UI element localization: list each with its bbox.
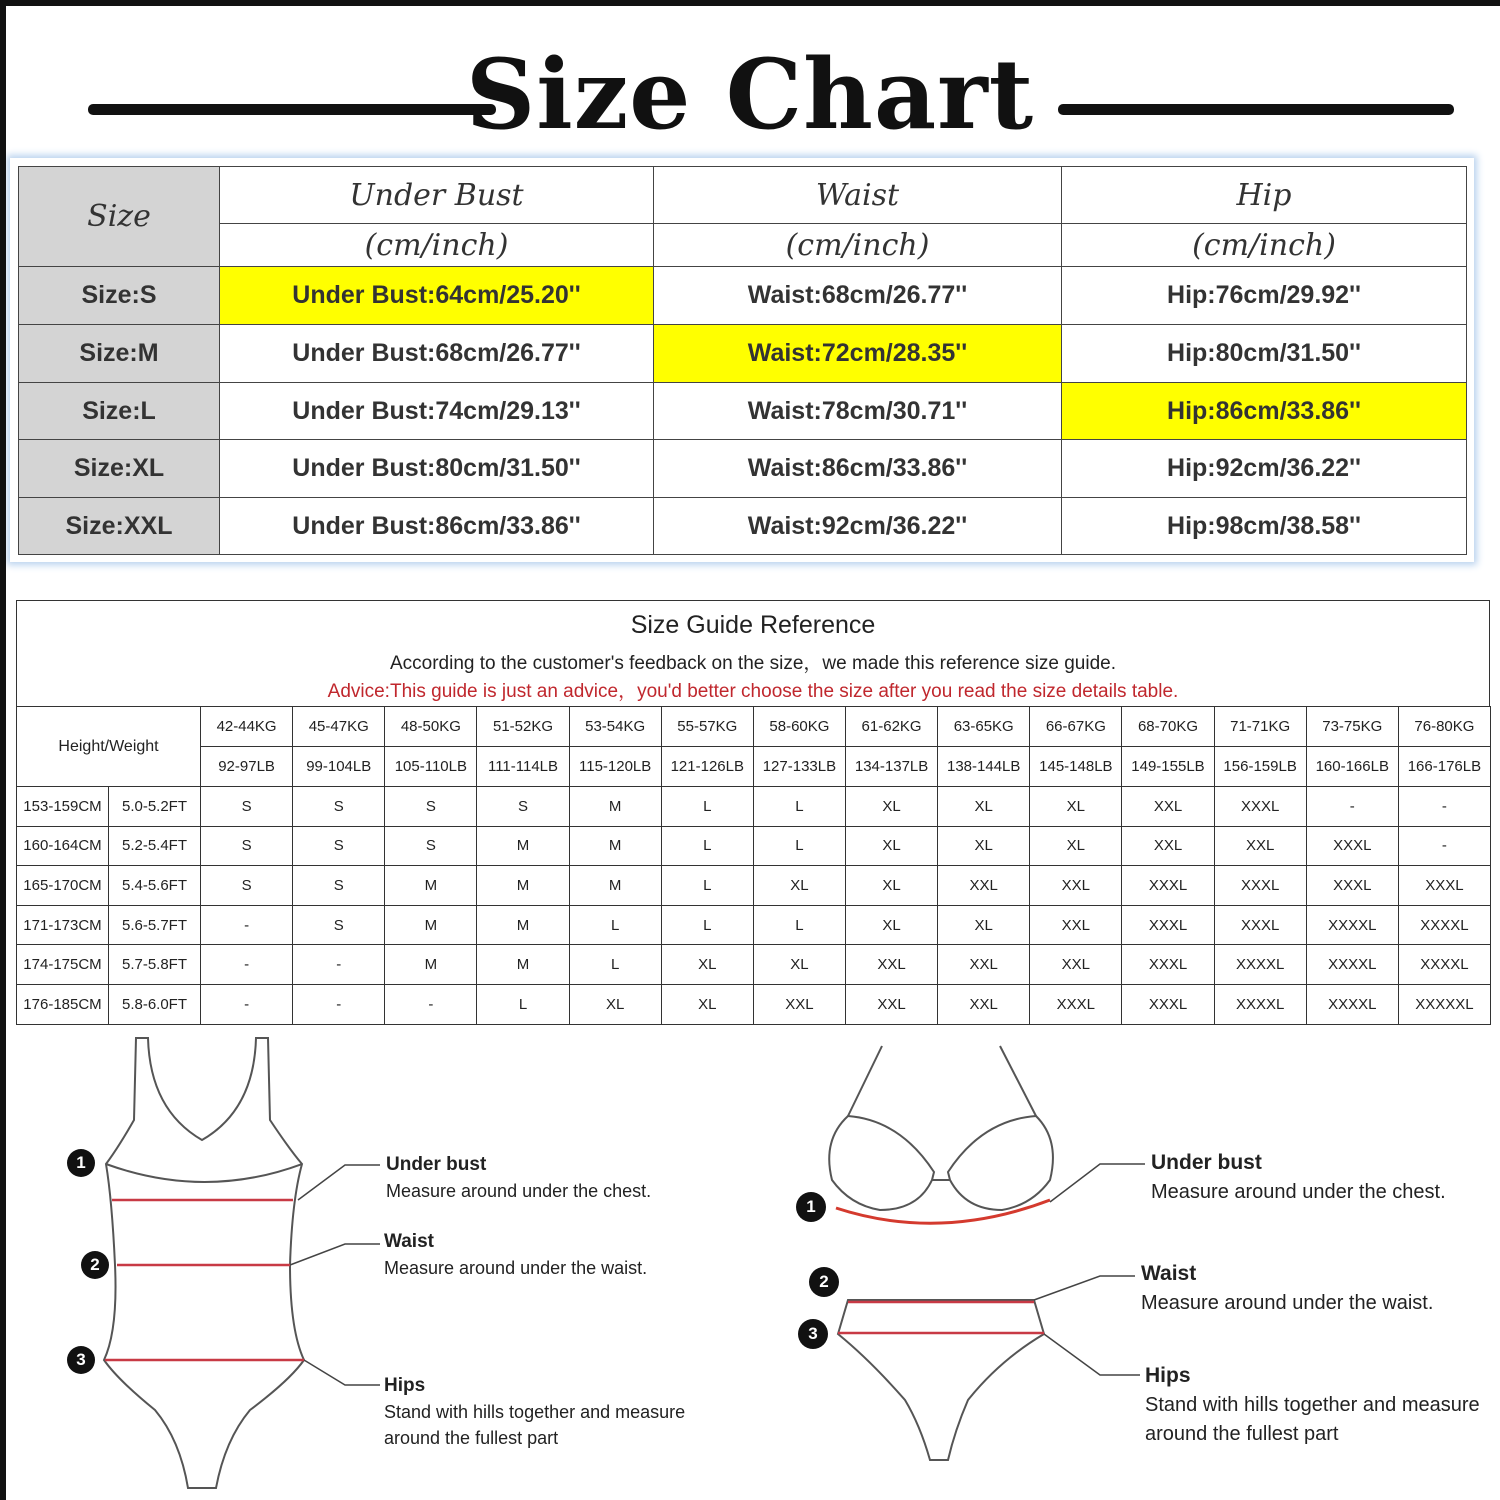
size-cell: XXL [1122,787,1214,827]
badge-2-swimsuit: 2 [81,1251,109,1279]
label-desc: Measure around under the waist. [384,1258,648,1278]
guide-corner-label: Height/Weight [17,707,201,787]
size-cell: M [477,945,569,985]
weight-kg-header: 71-71KG [1214,707,1306,747]
weight-lb-header: 166-176LB [1398,747,1490,787]
weight-kg-header: 45-47KG [293,707,385,747]
label-desc: Stand with hills together and measure [384,1402,686,1422]
weight-kg-header: 73-75KG [1306,707,1398,747]
height-ft: 5.6-5.7FT [109,905,201,945]
weight-lb-header: 160-166LB [1306,747,1398,787]
size-cell: XXL [1214,826,1306,866]
size-cell: XL [938,826,1030,866]
size-cell: XL [938,905,1030,945]
cell-hip: Hip:98cm/38.58'' [1062,498,1467,555]
cell-hip: Hip:76cm/29.92'' [1062,267,1467,325]
weight-lb-header: 127-133LB [753,747,845,787]
size-cell: L [661,787,753,827]
size-cell: M [569,826,661,866]
size-cell: XXL [753,984,845,1024]
size-cell: XL [846,866,938,906]
size-cell: L [477,984,569,1024]
size-cell: XXXXL [1306,984,1398,1024]
size-cell: XXXL [1122,984,1214,1024]
size-cell: M [477,866,569,906]
size-cell: XXL [938,866,1030,906]
size-cell: S [293,866,385,906]
bikini-top-outline [829,1046,1053,1210]
size-cell: - [385,984,477,1024]
size-cell: XXL [1122,826,1214,866]
cell-hip: Hip:80cm/31.50'' [1062,325,1467,383]
guide-title: Size Guide Reference [630,611,876,639]
row-size: Size:S [19,267,220,325]
size-cell: M [569,787,661,827]
weight-lb-header: 121-126LB [661,747,753,787]
size-cell: XXL [1030,945,1122,985]
size-cell: S [201,866,293,906]
label-title: Waist [384,1231,434,1252]
badge-3-bikini: 3 [798,1319,828,1349]
size-cell: XL [846,787,938,827]
bikini-waist-label [1141,1262,1433,1320]
badge-2-bikini: 2 [809,1267,839,1297]
col-header-hip: Hip [1062,167,1467,224]
page-title: Size Chart [465,38,1035,151]
size-cell: XXXL [1122,905,1214,945]
cell-under-bust: Under Bust:68cm/26.77'' [220,325,654,383]
size-cell: XL [1030,826,1122,866]
swimsuit-leader-lines [290,1165,380,1385]
row-size: Size:XL [19,440,220,498]
weight-lb-header: 99-104LB [293,747,385,787]
weight-kg-header: 53-54KG [569,707,661,747]
weight-kg-header: 48-50KG [385,707,477,747]
size-cell: S [385,826,477,866]
size-cell: L [661,866,753,906]
size-cell: XXL [846,984,938,1024]
size-cell: XXXXL [1306,905,1398,945]
swimsuit-underbust-label [386,1154,651,1206]
label-title: Hips [1145,1364,1191,1387]
size-cell: L [753,787,845,827]
size-cell: XXXL [1306,826,1398,866]
size-cell: M [477,905,569,945]
weight-kg-header: 76-80KG [1398,707,1490,747]
row-size: Size:M [19,325,220,383]
size-cell: L [753,905,845,945]
size-cell: XL [846,826,938,866]
weight-lb-header: 138-144LB [938,747,1030,787]
size-cell: S [201,787,293,827]
weight-lb-header: 105-110LB [385,747,477,787]
size-cell: XXXL [1122,866,1214,906]
height-cm: 153-159CM [17,787,109,827]
size-cell: - [201,905,293,945]
cell-waist: Waist:78cm/30.71'' [654,383,1062,440]
size-cell: XL [938,787,1030,827]
size-cell: L [569,945,661,985]
height-cm: 174-175CM [17,945,109,985]
label-title: Waist [1141,1262,1197,1285]
size-cell: XL [753,945,845,985]
weight-kg-header: 68-70KG [1122,707,1214,747]
size-cell: XXXL [1122,945,1214,985]
size-cell: - [201,984,293,1024]
size-cell: XXXL [1214,905,1306,945]
weight-lb-header: 156-159LB [1214,747,1306,787]
size-cell: XL [569,984,661,1024]
size-cell: XL [661,945,753,985]
size-cell: M [569,866,661,906]
label-desc: Measure around under the chest. [386,1181,652,1201]
cell-hip: Hip:86cm/33.86'' [1062,383,1467,440]
size-cell: - [293,945,385,985]
swimsuit-outline [104,1038,304,1488]
weight-kg-header: 55-57KG [661,707,753,747]
col-header-waist: Waist [654,167,1062,224]
size-cell: XXXXL [1306,945,1398,985]
label-title: Under bust [1151,1151,1262,1174]
height-ft: 5.0-5.2FT [109,787,201,827]
size-cell: XXL [1030,905,1122,945]
height-ft: 5.4-5.6FT [109,866,201,906]
weight-lb-header: 92-97LB [201,747,293,787]
cell-waist: Waist:68cm/26.77'' [654,267,1062,325]
label-desc: around the fullest part [1145,1423,1339,1445]
size-cell: M [385,945,477,985]
size-cell: S [385,787,477,827]
size-cell: XXL [1030,866,1122,906]
label-desc: Measure around under the chest. [1151,1181,1446,1203]
weight-lb-header: 111-114LB [477,747,569,787]
size-cell: XXXL [1398,866,1490,906]
bikini-underbust-label [1151,1151,1446,1209]
row-size: Size:XXL [19,498,220,555]
cell-waist: Waist:92cm/36.22'' [654,498,1062,555]
size-cell: S [293,826,385,866]
weight-kg-header: 66-67KG [1030,707,1122,747]
size-cell: XXXL [1214,866,1306,906]
cell-hip: Hip:92cm/36.22'' [1062,440,1467,498]
weight-kg-header: 42-44KG [201,707,293,747]
size-cell: L [661,826,753,866]
height-ft: 5.2-5.4FT [109,826,201,866]
weight-lb-header: 145-148LB [1030,747,1122,787]
size-cell: S [201,826,293,866]
label-desc: Stand with hills together and measure [1145,1394,1480,1416]
height-ft: 5.8-6.0FT [109,984,201,1024]
badge-1-bikini: 1 [796,1192,826,1222]
size-header: Size [19,167,220,267]
bikini-measure-lines [838,1302,1044,1333]
cell-under-bust: Under Bust:64cm/25.20'' [220,267,654,325]
guide-subtitle: According to the customer's feedback on the size，we made this reference size guide. [389,653,1116,674]
size-cell: - [201,945,293,985]
size-cell: XL [1030,787,1122,827]
size-cell: XXXXL [1214,945,1306,985]
cell-waist: Waist:86cm/33.86'' [654,440,1062,498]
size-cell: XXL [938,945,1030,985]
size-cell: XL [661,984,753,1024]
weight-kg-header: 58-60KG [753,707,845,747]
size-cell: XXXL [1030,984,1122,1024]
row-size: Size:L [19,383,220,440]
bikini-bottom-outline [838,1300,1044,1460]
size-cell: S [293,905,385,945]
bikini-leader-lines [1034,1164,1145,1375]
weight-lb-header: 149-155LB [1122,747,1214,787]
weight-kg-header: 51-52KG [477,707,569,747]
size-cell: XL [846,905,938,945]
swimsuit-hips-label [384,1372,685,1451]
size-cell: M [385,866,477,906]
size-cell: - [1398,787,1490,827]
guide-advice: Advice:This guide is just an advice，you'd better choose the size after you read the size details table. [327,681,1179,702]
badge-3-swimsuit: 3 [67,1346,95,1374]
size-cell: XXXXL [1398,945,1490,985]
height-cm: 165-170CM [17,866,109,906]
col-header-under-bust: Under Bust [220,167,654,224]
swimsuit-waist-label [384,1231,647,1283]
size-cell: XL [753,866,845,906]
size-cell: L [753,826,845,866]
badge-1-swimsuit: 1 [67,1149,95,1177]
col-unit-under-bust: (cm/inch) [220,224,654,267]
label-title: Under bust [386,1154,487,1175]
cell-waist: Waist:72cm/28.35'' [654,325,1062,383]
label-desc: Measure around under the waist. [1141,1292,1434,1314]
cell-under-bust: Under Bust:86cm/33.86'' [220,498,654,555]
size-cell: S [293,787,385,827]
height-cm: 171-173CM [17,905,109,945]
bikini-hips-label [1145,1361,1480,1449]
size-cell: XXXL [1214,787,1306,827]
size-cell: - [1398,826,1490,866]
size-cell: XXXXXL [1398,984,1490,1024]
swimsuit-measure-lines [105,1200,304,1360]
size-cell: S [477,787,569,827]
size-cell: L [661,905,753,945]
bikini-underbust-line [836,1200,1050,1223]
weight-lb-header: 115-120LB [569,747,661,787]
weight-kg-header: 63-65KG [938,707,1030,747]
label-title: Hips [384,1375,426,1396]
size-cell: XXL [938,984,1030,1024]
size-cell: - [1306,787,1398,827]
height-ft: 5.7-5.8FT [109,945,201,985]
weight-kg-header: 61-62KG [846,707,938,747]
size-cell: - [293,984,385,1024]
weight-lb-header: 134-137LB [846,747,938,787]
col-unit-waist: (cm/inch) [654,224,1062,267]
size-cell: XXXXL [1398,905,1490,945]
cell-under-bust: Under Bust:80cm/31.50'' [220,440,654,498]
col-unit-hip: (cm/inch) [1062,224,1467,267]
size-cell: M [477,826,569,866]
size-cell: L [569,905,661,945]
height-cm: 176-185CM [17,984,109,1024]
size-cell: XXXXL [1214,984,1306,1024]
size-cell: XXXL [1306,866,1398,906]
size-cell: XXL [846,945,938,985]
size-cell: M [385,905,477,945]
label-desc: around the fullest part [384,1428,559,1448]
height-cm: 160-164CM [17,826,109,866]
cell-under-bust: Under Bust:74cm/29.13'' [220,383,654,440]
